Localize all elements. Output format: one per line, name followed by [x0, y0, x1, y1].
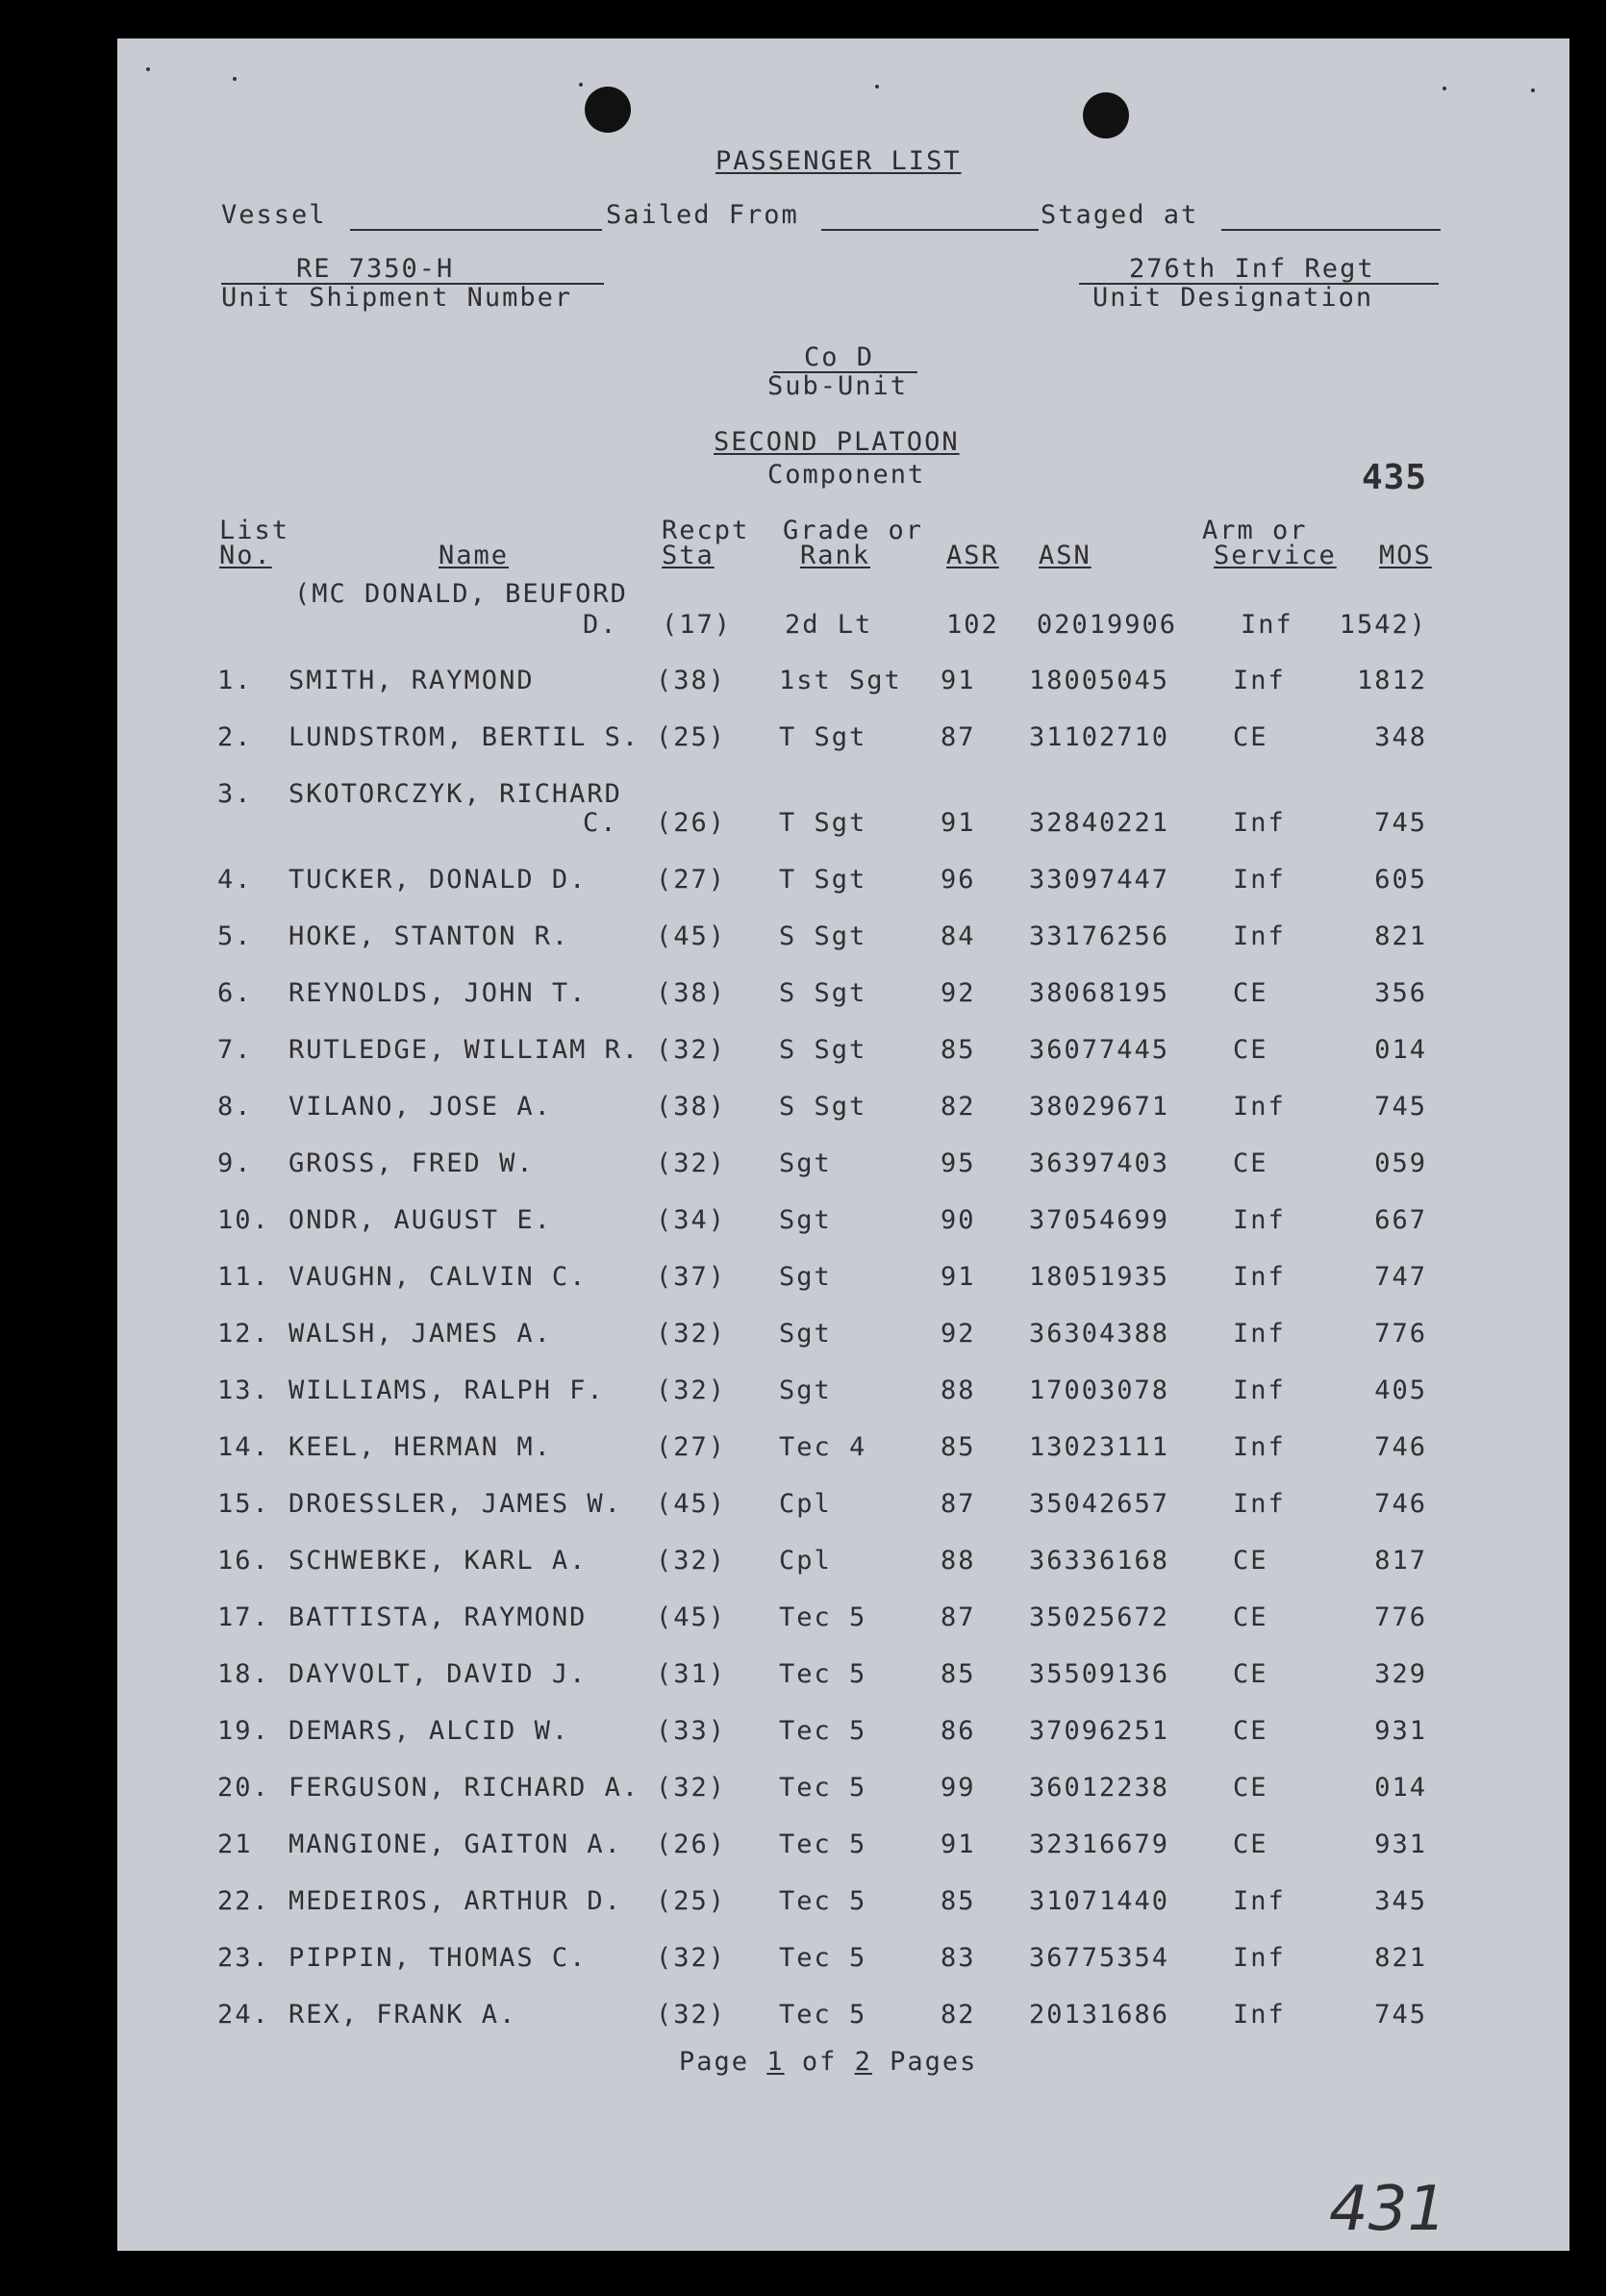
- row-arm-service: Inf: [1233, 1375, 1286, 1405]
- row-mos: 821: [1374, 1943, 1427, 1973]
- row-recpt-sta: (27): [656, 865, 727, 895]
- row-name: DAYVOLT, DAVID J.: [289, 1659, 588, 1689]
- col-mos: MOS: [1379, 541, 1432, 570]
- of-word: of: [801, 2047, 838, 2077]
- row-number: 9.: [217, 1148, 253, 1178]
- row-asn: 36775354: [1029, 1943, 1170, 1973]
- row-grade: Tec 4: [779, 1432, 867, 1462]
- row-name: DROESSLER, JAMES W.: [289, 1489, 622, 1519]
- sub-unit-label: Sub-Unit: [767, 371, 909, 401]
- row-asn: 36304388: [1029, 1319, 1170, 1349]
- row-mos: 931: [1374, 1716, 1427, 1746]
- row-number: 16.: [217, 1546, 270, 1576]
- row-asn: 36077445: [1029, 1035, 1170, 1065]
- row-asn: 17003078: [1029, 1375, 1170, 1405]
- row-asr: 91: [941, 808, 976, 838]
- first-entry-arm: Inf: [1241, 610, 1293, 640]
- col-arm-service: Service: [1214, 541, 1337, 570]
- row-recpt-sta: (26): [656, 1829, 727, 1859]
- row-asn: 32316679: [1029, 1829, 1170, 1859]
- row-number: 15.: [217, 1489, 270, 1519]
- col-list-no-top: List: [219, 516, 290, 545]
- row-asr: 95: [941, 1148, 976, 1178]
- row-grade: Tec 5: [779, 1716, 867, 1746]
- row-name: REYNOLDS, JOHN T.: [289, 978, 588, 1008]
- row-asr: 85: [941, 1659, 976, 1689]
- row-name: WILLIAMS, RALPH F.: [289, 1375, 605, 1405]
- row-recpt-sta: (31): [656, 1659, 727, 1689]
- col-recpt-top: Recpt: [662, 516, 750, 545]
- row-grade: Sgt: [779, 1319, 832, 1349]
- row-asn: 36397403: [1029, 1148, 1170, 1178]
- row-mos: 405: [1374, 1375, 1427, 1405]
- row-recpt-sta: (32): [656, 1319, 727, 1349]
- row-grade: Tec 5: [779, 1943, 867, 1973]
- row-asn: 13023111: [1029, 1432, 1170, 1462]
- row-recpt-sta: (33): [656, 1716, 727, 1746]
- row-number: 11.: [217, 1262, 270, 1292]
- row-arm-service: Inf: [1233, 808, 1286, 838]
- sub-unit: Co D: [804, 342, 875, 372]
- row-asr: 84: [941, 921, 976, 951]
- row-number: 7.: [217, 1035, 253, 1065]
- row-number: 1.: [217, 666, 253, 695]
- row-mos: 745: [1374, 2000, 1427, 2030]
- row-number: 19.: [217, 1716, 270, 1746]
- row-name: DEMARS, ALCID W.: [289, 1716, 570, 1746]
- row-grade: S Sgt: [779, 1035, 867, 1065]
- col-name: Name: [439, 541, 510, 570]
- row-asr: 99: [941, 1773, 976, 1803]
- row-mos: 745: [1374, 1092, 1427, 1122]
- row-asr: 85: [941, 1432, 976, 1462]
- col-arm-top: Arm or: [1202, 516, 1308, 545]
- row-number: 14.: [217, 1432, 270, 1462]
- row-recpt-sta: (38): [656, 978, 727, 1008]
- row-grade: Tec 5: [779, 1659, 867, 1689]
- col-grade-top: Grade or: [783, 516, 924, 545]
- row-number: 3.: [217, 779, 253, 809]
- row-arm-service: Inf: [1233, 2000, 1286, 2030]
- row-grade: S Sgt: [779, 921, 867, 951]
- row-arm-service: CE: [1233, 1716, 1268, 1746]
- row-arm-service: Inf: [1233, 1205, 1286, 1235]
- row-grade: Tec 5: [779, 2000, 867, 2030]
- row-mos: 059: [1374, 1148, 1427, 1178]
- component: SECOND PLATOON: [714, 427, 960, 457]
- row-asr: 85: [941, 1035, 976, 1065]
- row-name: KEEL, HERMAN M.: [289, 1432, 552, 1462]
- first-entry-asn: 02019906: [1037, 610, 1178, 640]
- row-number: 23.: [217, 1943, 270, 1973]
- row-asr: 91: [941, 1829, 976, 1859]
- row-mos: 931: [1374, 1829, 1427, 1859]
- row-grade: Tec 5: [779, 1829, 867, 1859]
- row-arm-service: CE: [1233, 1148, 1268, 1178]
- row-recpt-sta: (27): [656, 1432, 727, 1462]
- row-asn: 35025672: [1029, 1602, 1170, 1632]
- row-asr: 90: [941, 1205, 976, 1235]
- row-recpt-sta: (37): [656, 1262, 727, 1292]
- row-asr: 91: [941, 666, 976, 695]
- unit-shipment-number: RE 7350-H: [296, 254, 455, 284]
- row-mos: 821: [1374, 921, 1427, 951]
- row-mos: 746: [1374, 1432, 1427, 1462]
- row-recpt-sta: (32): [656, 1546, 727, 1576]
- staged-at-blank: [1221, 229, 1441, 231]
- row-asn: 37096251: [1029, 1716, 1170, 1746]
- row-number: 22.: [217, 1886, 270, 1916]
- row-asr: 82: [941, 2000, 976, 2030]
- row-recpt-sta: (45): [656, 921, 727, 951]
- row-asr: 87: [941, 1489, 976, 1519]
- page-word: Page: [679, 2047, 750, 2077]
- row-asn: 32840221: [1029, 808, 1170, 838]
- document-page: [117, 38, 1569, 2251]
- first-entry-grade: 2d Lt: [785, 610, 873, 640]
- row-asr: 86: [941, 1716, 976, 1746]
- row-number: 10.: [217, 1205, 270, 1235]
- unit-designation-label: Unit Designation: [1092, 283, 1374, 313]
- row-name-cont: C.: [583, 808, 618, 838]
- row-asr: 92: [941, 1319, 976, 1349]
- row-grade: T Sgt: [779, 865, 867, 895]
- punch-hole: [1083, 92, 1129, 139]
- col-recpt-sta: Sta: [662, 541, 715, 570]
- pages-word: Pages: [890, 2047, 978, 2077]
- row-asr: 87: [941, 1602, 976, 1632]
- vessel-blank: [350, 229, 602, 231]
- row-asn: 31071440: [1029, 1886, 1170, 1916]
- row-name: VILANO, JOSE A.: [289, 1092, 552, 1122]
- row-mos: 776: [1374, 1602, 1427, 1632]
- row-arm-service: Inf: [1233, 1319, 1286, 1349]
- row-asn: 18051935: [1029, 1262, 1170, 1292]
- row-recpt-sta: (32): [656, 1035, 727, 1065]
- row-mos: 747: [1374, 1262, 1427, 1292]
- row-asr: 92: [941, 978, 976, 1008]
- first-entry-sta: (17): [662, 610, 733, 640]
- row-mos: 014: [1374, 1773, 1427, 1803]
- sailed-from-blank: [821, 229, 1039, 231]
- row-name: REX, FRANK A.: [289, 2000, 517, 2030]
- first-entry-name-cont: D.: [583, 610, 618, 640]
- page-stamp-number: 435: [1362, 458, 1428, 497]
- row-arm-service: Inf: [1233, 1262, 1286, 1292]
- row-recpt-sta: (45): [656, 1489, 727, 1519]
- row-recpt-sta: (38): [656, 666, 727, 695]
- speck: [146, 67, 150, 71]
- row-arm-service: CE: [1233, 722, 1268, 752]
- page-indicator: [679, 2047, 977, 2077]
- row-asr: 83: [941, 1943, 976, 1973]
- row-arm-service: Inf: [1233, 1092, 1286, 1122]
- component-label: Component: [767, 460, 926, 490]
- page-number: 1: [766, 2047, 785, 2077]
- row-asr: 88: [941, 1375, 976, 1405]
- row-recpt-sta: (32): [656, 1773, 727, 1803]
- row-asr: 96: [941, 865, 976, 895]
- col-list-no: No.: [219, 541, 272, 570]
- row-asr: 85: [941, 1886, 976, 1916]
- row-name: GROSS, FRED W.: [289, 1148, 535, 1178]
- row-asr: 88: [941, 1546, 976, 1576]
- row-arm-service: Inf: [1233, 865, 1286, 895]
- row-mos: 345: [1374, 1886, 1427, 1916]
- col-asn: ASN: [1039, 541, 1092, 570]
- row-grade: Sgt: [779, 1148, 832, 1178]
- row-grade: Sgt: [779, 1262, 832, 1292]
- speck: [1443, 87, 1446, 90]
- row-asn: 36012238: [1029, 1773, 1170, 1803]
- row-number: 17.: [217, 1602, 270, 1632]
- handwritten-number: 431: [1329, 2174, 1447, 2245]
- row-number: 12.: [217, 1319, 270, 1349]
- speck: [579, 83, 583, 87]
- col-asr: ASR: [946, 541, 999, 570]
- row-grade: 1st Sgt: [779, 666, 902, 695]
- row-asn: 18005045: [1029, 666, 1170, 695]
- row-asn: 35509136: [1029, 1659, 1170, 1689]
- row-asn: 38068195: [1029, 978, 1170, 1008]
- row-asr: 82: [941, 1092, 976, 1122]
- row-asn: 33097447: [1029, 865, 1170, 895]
- row-grade: Sgt: [779, 1375, 832, 1405]
- page-total: 2: [854, 2047, 872, 2077]
- speck: [233, 77, 237, 81]
- row-arm-service: Inf: [1233, 921, 1286, 951]
- row-arm-service: CE: [1233, 1035, 1268, 1065]
- row-asn: 33176256: [1029, 921, 1170, 951]
- staged-at-label: Staged at: [1041, 200, 1199, 230]
- row-number: 2.: [217, 722, 253, 752]
- row-name: MANGIONE, GAITON A.: [289, 1829, 622, 1859]
- row-mos: 605: [1374, 865, 1427, 895]
- row-grade: Sgt: [779, 1205, 832, 1235]
- row-number: 6.: [217, 978, 253, 1008]
- row-mos: 817: [1374, 1546, 1427, 1576]
- row-mos: 1812: [1356, 666, 1427, 695]
- first-entry-mos: 1542): [1339, 610, 1427, 640]
- row-arm-service: Inf: [1233, 1886, 1286, 1916]
- row-asn: 38029671: [1029, 1092, 1170, 1122]
- vessel-label: Vessel: [221, 200, 327, 230]
- row-grade: S Sgt: [779, 1092, 867, 1122]
- row-number: 20.: [217, 1773, 270, 1803]
- row-number: 21: [217, 1829, 253, 1859]
- first-entry-asr: 102: [946, 610, 999, 640]
- row-grade: Tec 5: [779, 1886, 867, 1916]
- row-grade: Cpl: [779, 1546, 832, 1576]
- row-arm-service: CE: [1233, 1602, 1268, 1632]
- first-entry-name: (MC DONALD, BEUFORD: [294, 579, 628, 609]
- row-mos: 329: [1374, 1659, 1427, 1689]
- row-recpt-sta: (25): [656, 722, 727, 752]
- row-recpt-sta: (26): [656, 808, 727, 838]
- row-name: RUTLEDGE, WILLIAM R.: [289, 1035, 640, 1065]
- row-recpt-sta: (25): [656, 1886, 727, 1916]
- row-arm-service: CE: [1233, 1546, 1268, 1576]
- row-mos: 776: [1374, 1319, 1427, 1349]
- row-asr: 87: [941, 722, 976, 752]
- row-recpt-sta: (32): [656, 2000, 727, 2030]
- row-arm-service: Inf: [1233, 1943, 1286, 1973]
- row-asn: 20131686: [1029, 2000, 1170, 2030]
- row-asn: 36336168: [1029, 1546, 1170, 1576]
- row-asn: 31102710: [1029, 722, 1170, 752]
- sailed-from-label: Sailed From: [606, 200, 799, 230]
- punch-hole: [585, 87, 631, 133]
- unit-designation: 276th Inf Regt: [1129, 254, 1375, 284]
- row-mos: 348: [1374, 722, 1427, 752]
- row-grade: T Sgt: [779, 722, 867, 752]
- row-mos: 356: [1374, 978, 1427, 1008]
- row-name: ONDR, AUGUST E.: [289, 1205, 552, 1235]
- row-number: 8.: [217, 1092, 253, 1122]
- row-asn: 37054699: [1029, 1205, 1170, 1235]
- row-number: 5.: [217, 921, 253, 951]
- row-recpt-sta: (32): [656, 1375, 727, 1405]
- row-mos: 746: [1374, 1489, 1427, 1519]
- document-title: PASSENGER LIST: [715, 146, 962, 176]
- row-mos: 667: [1374, 1205, 1427, 1235]
- speck: [875, 85, 879, 88]
- row-name: PIPPIN, THOMAS C.: [289, 1943, 588, 1973]
- row-grade: Cpl: [779, 1489, 832, 1519]
- row-name: SCHWEBKE, KARL A.: [289, 1546, 588, 1576]
- row-number: 24.: [217, 2000, 270, 2030]
- row-recpt-sta: (38): [656, 1092, 727, 1122]
- row-name: BATTISTA, RAYMOND: [289, 1602, 588, 1632]
- row-number: 13.: [217, 1375, 270, 1405]
- row-recpt-sta: (32): [656, 1943, 727, 1973]
- row-asn: 35042657: [1029, 1489, 1170, 1519]
- row-arm-service: CE: [1233, 1773, 1268, 1803]
- row-mos: 014: [1374, 1035, 1427, 1065]
- row-grade: Tec 5: [779, 1602, 867, 1632]
- row-grade: S Sgt: [779, 978, 867, 1008]
- row-recpt-sta: (32): [656, 1148, 727, 1178]
- row-name: MEDEIROS, ARTHUR D.: [289, 1886, 622, 1916]
- speck: [1531, 88, 1535, 92]
- row-arm-service: CE: [1233, 978, 1268, 1008]
- row-name: TUCKER, DONALD D.: [289, 865, 588, 895]
- row-grade: T Sgt: [779, 808, 867, 838]
- row-grade: Tec 5: [779, 1773, 867, 1803]
- unit-shipment-number-label: Unit Shipment Number: [221, 283, 573, 313]
- row-name: VAUGHN, CALVIN C.: [289, 1262, 588, 1292]
- row-arm-service: Inf: [1233, 1489, 1286, 1519]
- col-grade-rank: Rank: [800, 541, 871, 570]
- row-number: 18.: [217, 1659, 270, 1689]
- row-name: WALSH, JAMES A.: [289, 1319, 552, 1349]
- row-name: SKOTORCZYK, RICHARD: [289, 779, 622, 809]
- row-arm-service: CE: [1233, 1829, 1268, 1859]
- row-recpt-sta: (34): [656, 1205, 727, 1235]
- row-recpt-sta: (45): [656, 1602, 727, 1632]
- row-name: LUNDSTROM, BERTIL S.: [289, 722, 640, 752]
- row-arm-service: Inf: [1233, 1432, 1286, 1462]
- row-asr: 91: [941, 1262, 976, 1292]
- row-arm-service: CE: [1233, 1659, 1268, 1689]
- row-name: SMITH, RAYMOND: [289, 666, 535, 695]
- row-name: FERGUSON, RICHARD A.: [289, 1773, 640, 1803]
- row-arm-service: Inf: [1233, 666, 1286, 695]
- row-number: 4.: [217, 865, 253, 895]
- row-mos: 745: [1374, 808, 1427, 838]
- row-name: HOKE, STANTON R.: [289, 921, 570, 951]
